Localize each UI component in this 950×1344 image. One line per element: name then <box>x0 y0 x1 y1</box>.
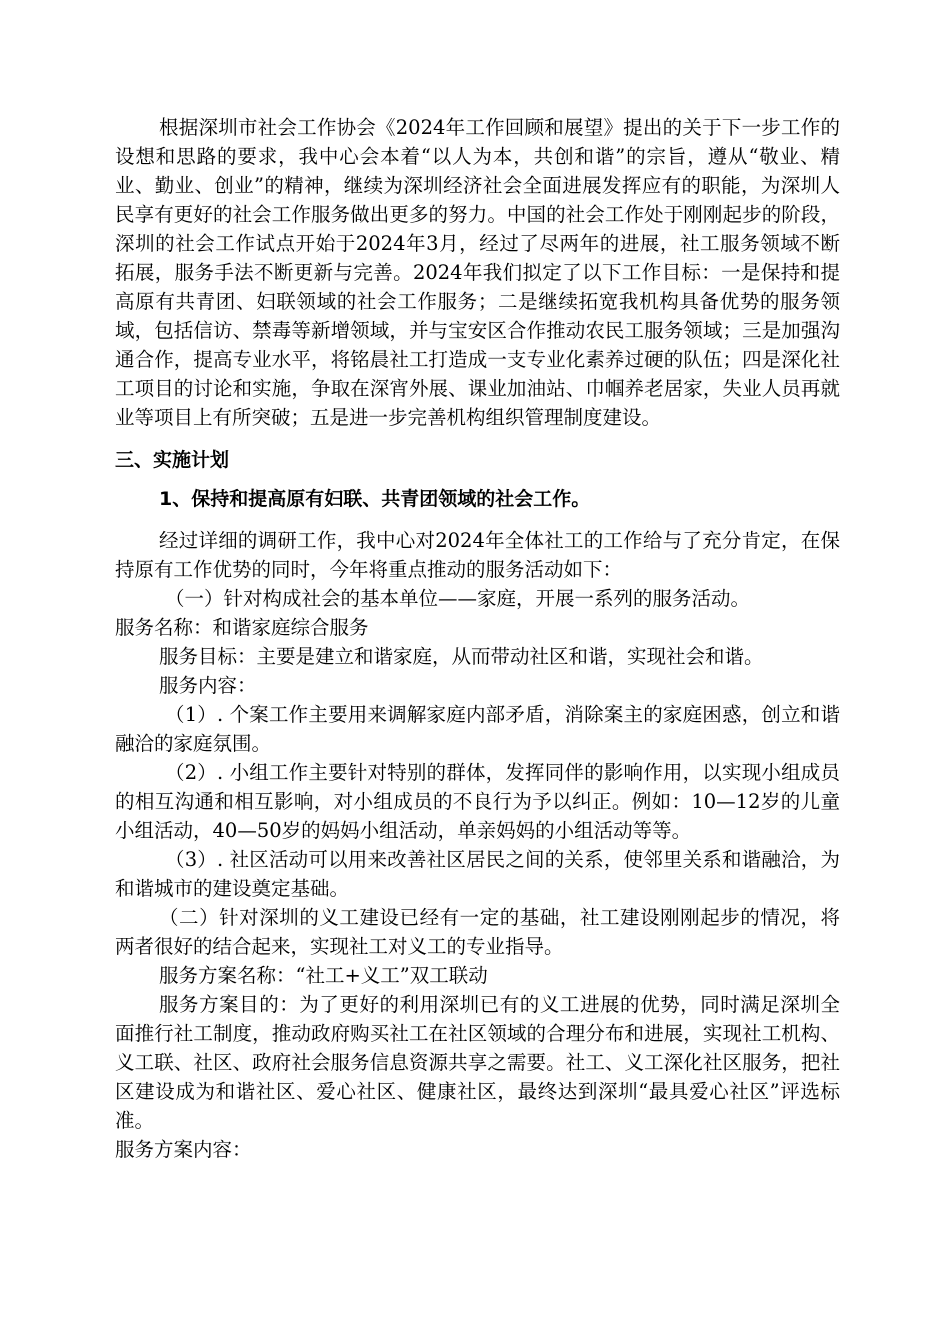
item-3-paragraph: （3）. 社区活动可以用来改善社区居民之间的关系，使邻里关系和谐融洽，为和谐城市的建设奠定基础。 <box>115 848 840 900</box>
item-2-paragraph: （2）. 小组工作主要针对特别的群体，发挥同伴的影响作用，以实现小组成员的相互沟通和相互影响，对小组成员的不良行为予以纠正。例如：10—12岁的儿童小组活动，40—50岁的妈妈小组活动，单亲妈妈的小组活动等等。 <box>115 761 840 842</box>
plan-goal-paragraph: 服务方案目的：为了更好的利用深圳已有的义工进展的优势，同时满足深圳全面推行社工制度，推动政府购买社工在社区领域的合理分布和进展，实现社工机构、义工联、社区、政府社会服务信息资源共享之需要。社工、义工深化社区服务，把社区建设成为和谐社区、爱心社区、健康社区，最终达到深圳“最具爱心社区”评选标准。 <box>115 993 840 1132</box>
service-name-line: 服务名称：和谐家庭综合服务 <box>115 616 369 639</box>
section-heading: 三、实施计划 <box>115 449 230 471</box>
intro-paragraph: 根据深圳市社会工作协会《2024年工作回顾和展望》提出的关于下一步工作的设想和思路的要求，我中心会本着“以人为本，共创和谐”的宗旨，遵从“敬业、精业、勤业、创业”的精神，继续为深圳经济社会全面进展发挥应有的职能，为深圳人民享有更好的社会工作服务做出更多的努力。中国的社会工作处于刚刚起步的阶段，深圳的社会工作试点开始于2024年3月，经过了尽两年的进展，社工服务领域不断拓展，服务手法不断更新与完善。2024年我们拟定了以下工作目标：一是保持和提高原有共青团、妇联领域的社会工作服务；二是继续拓宽我机构具备优势的服务领域，包括信访、禁毒等新增领域，并与宝安区合作推动农民工服务领域；三是加强沟通合作，提高专业水平，将铭晨社工打造成一支专业化素养过硬的队伍；四是深化社工项目的讨论和实施，争取在深宵外展、课业加油站、巾帼养老居家，失业人员再就业等项目上有所突破；五是进一步完善机构组织管理制度建设。 <box>115 116 840 429</box>
plan-content-line: 服务方案内容： <box>115 1138 252 1161</box>
family-intro-paragraph: （一）针对构成社会的基本单位——家庭，开展一系列的服务活动。 <box>165 587 751 610</box>
service-content-line: 服务内容： <box>159 674 257 697</box>
service-goal-line: 服务目标：主要是建立和谐家庭，从而带动社区和谐，实现社会和谐。 <box>159 645 764 668</box>
research-paragraph: 经过详细的调研工作，我中心对2024年全体社工的工作给与了充分肯定，在保持原有工作优势的同时，今年将重点推动的服务活动如下： <box>115 529 840 581</box>
subsection-heading: 1、保持和提高原有妇联、共青团领域的社会工作。 <box>159 488 591 510</box>
plan-name-line: 服务方案名称：“社工+义工”双工联动 <box>159 964 488 987</box>
volunteer-intro-paragraph: （二）针对深圳的义工建设已经有一定的基础，社工建设刚刚起步的情况，将两者很好的结合起来，实现社工对义工的专业指导。 <box>115 906 840 958</box>
item-1-paragraph: （1）. 个案工作主要用来调解家庭内部矛盾，消除案主的家庭困惑，创立和谐融洽的家庭氛围。 <box>115 703 840 755</box>
document-page <box>115 113 840 1164</box>
